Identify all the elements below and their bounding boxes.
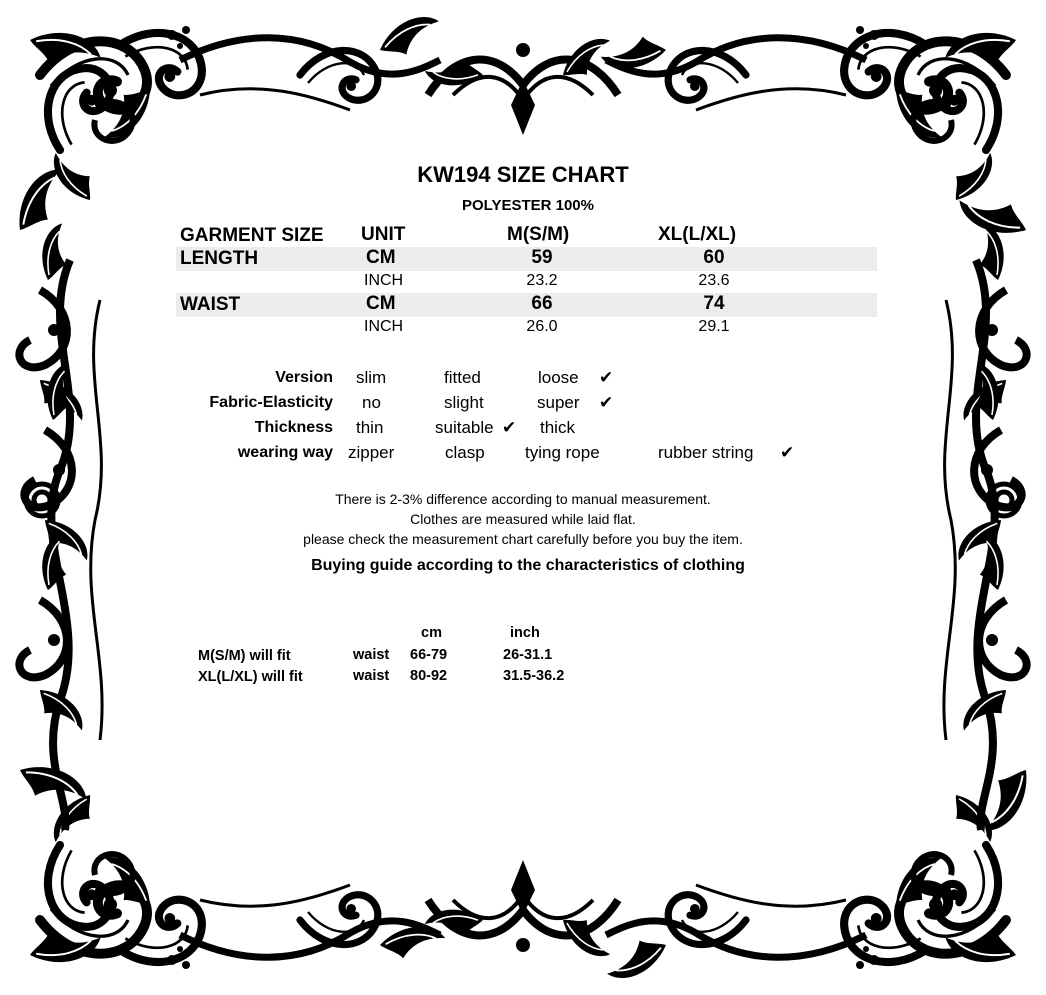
header-garment-size: GARMENT SIZE <box>180 225 324 246</box>
attr-option: slim <box>356 368 387 387</box>
attr-option: super <box>537 393 580 412</box>
guide-inch: 31.5-36.2 <box>503 668 565 684</box>
attr-option: thick <box>540 418 575 437</box>
attr-option: tying rope <box>525 443 600 462</box>
value-cell: 29.1 <box>698 318 730 335</box>
value-cell: 59 <box>531 247 553 268</box>
attr-option: zipper <box>348 443 395 462</box>
guide-inch: 26-31.1 <box>503 647 553 663</box>
note-line: There is 2-3% difference according to manual measurement. <box>335 491 711 507</box>
value-cell: 74 <box>703 293 725 314</box>
header-size-m: M(S/M) <box>507 224 570 245</box>
attr-option: loose <box>538 368 579 387</box>
guide-cm: 80-92 <box>410 668 448 684</box>
guide-header-inch: inch <box>510 625 540 641</box>
unit-cell: INCH <box>364 318 404 335</box>
attr-option: no <box>362 393 381 412</box>
attr-option: rubber string <box>658 443 754 462</box>
guide-cm: 66-79 <box>410 647 448 663</box>
attr-option: thin <box>356 418 384 437</box>
check-icon: ✔ <box>780 443 795 462</box>
value-cell: 23.6 <box>698 272 730 289</box>
guide-size: XL(L/XL) will fit <box>198 669 303 685</box>
check-icon: ✔ <box>599 393 614 412</box>
attr-option: slight <box>444 393 484 412</box>
attr-option: clasp <box>445 443 485 462</box>
attr-label-version: Version <box>275 369 333 386</box>
value-cell: 60 <box>703 247 725 268</box>
attr-option: suitable <box>435 418 494 437</box>
attr-option: fitted <box>444 368 481 387</box>
note-line: please check the measurement chart carefully before you buy the item. <box>303 531 743 547</box>
unit-cell: CM <box>366 293 396 314</box>
guide-header-cm: cm <box>421 625 442 641</box>
unit-cell: CM <box>366 247 396 268</box>
unit-cell: INCH <box>364 272 404 289</box>
material-label: POLYESTER 100% <box>461 197 594 214</box>
row-label-length: LENGTH <box>180 248 259 269</box>
guide-part: waist <box>353 647 390 663</box>
attr-label-thickness: Thickness <box>254 419 333 436</box>
value-cell: 23.2 <box>526 272 558 289</box>
check-icon: ✔ <box>599 368 614 387</box>
header-unit: UNIT <box>361 224 406 245</box>
attr-label-wearing-way: wearing way <box>237 444 333 461</box>
guide-part: waist <box>353 668 390 684</box>
header-size-xl: XL(L/XL) <box>658 224 737 245</box>
check-icon: ✔ <box>502 418 517 437</box>
buying-guide-title: Buying guide according to the characteristics of clothing <box>311 557 745 574</box>
guide-size: M(S/M) will fit <box>198 648 291 664</box>
attr-label-elasticity: Fabric-Elasticity <box>209 394 333 411</box>
value-cell: 66 <box>531 293 553 314</box>
row-label-waist: WAIST <box>180 294 241 315</box>
value-cell: 26.0 <box>526 318 558 335</box>
note-line: Clothes are measured while laid flat. <box>410 511 636 527</box>
chart-title: KW194 SIZE CHART <box>417 162 629 187</box>
